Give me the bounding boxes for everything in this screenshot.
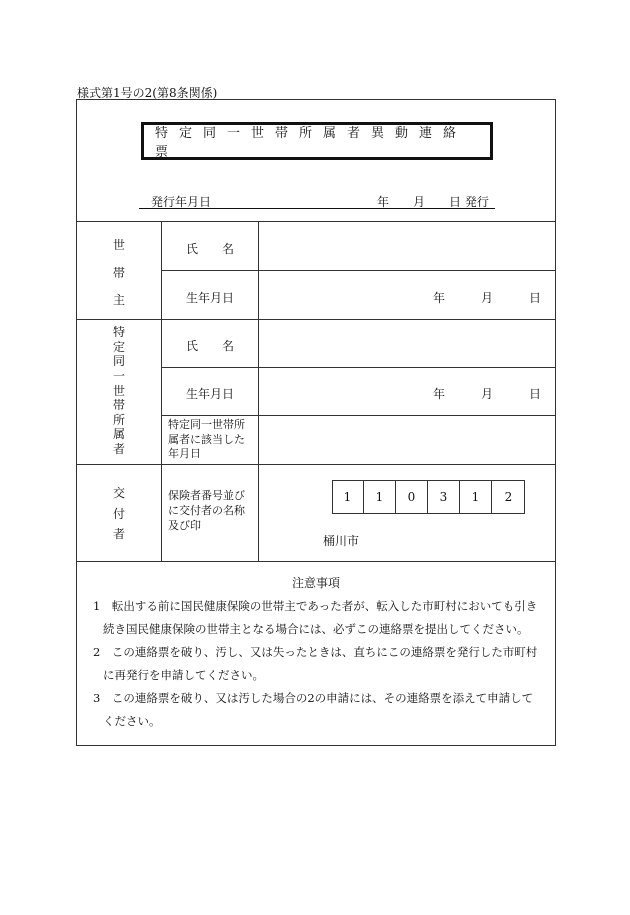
insurer-digit-5: 1 <box>460 480 492 514</box>
member-name-label: 氏 名 <box>186 339 235 353</box>
insurer-digit-1: 1 <box>332 480 364 514</box>
divider-householder <box>77 319 555 320</box>
insurer-digit-4: 3 <box>428 480 460 514</box>
divider-header <box>77 221 555 222</box>
member-section-label: 特 定 同 一 世 帯 所 属 者 <box>112 325 125 456</box>
issuer-city: 桶川市 <box>323 534 360 548</box>
householder-birth-month: 月 <box>481 291 494 305</box>
notes-heading: 注意事項 <box>291 576 340 590</box>
issue-year: 年 <box>377 195 390 209</box>
form-title: 特定同一世帯所属者異動連絡票 <box>141 122 493 160</box>
form-number: 様式第1号の2(第8条関係) <box>77 86 218 100</box>
issuer-section-label: 交 付 者 <box>112 486 125 541</box>
householder-birth-year: 年 <box>433 291 446 305</box>
insurer-digit-6: 2 <box>504 490 513 504</box>
householder-section-label: 世 帯 主 <box>112 238 125 307</box>
householder-name-label: 氏 名 <box>186 242 235 256</box>
member-birth-year: 年 <box>433 387 446 401</box>
divider-issuer <box>77 561 555 562</box>
divider-householder-mid <box>161 270 555 271</box>
column-divider-1 <box>161 221 162 561</box>
note-item-3: 3 この連絡票を破り、又は汚した場合の2の申請には、その連絡票を添えて申請して ください。 <box>93 691 534 728</box>
issuer-label: 保険者番号並び に交付者の名称 及び印 <box>168 489 245 532</box>
member-birth-label: 生年月日 <box>186 387 235 401</box>
divider-member <box>77 464 555 465</box>
householder-birth-day: 日 <box>529 291 542 305</box>
member-qualify-date-label: 特定同一世帯所 属者に該当した 年月日 <box>168 418 245 460</box>
form-sheet <box>76 99 556 746</box>
householder-birth-label: 生年月日 <box>186 291 235 305</box>
divider-member-1 <box>161 367 555 368</box>
insurer-digit-3: 0 <box>396 480 428 514</box>
issue-day-issued: 日 発行 <box>449 195 489 209</box>
issue-month: 月 <box>413 195 426 209</box>
note-item-1: 1 転出する前に国民健康保険の世帯主であった者が、転入した市町村においても引き 続き国民健康保険の世帯主となる場合には、必ずこの連絡票を提出してください。 <box>93 599 538 636</box>
divider-member-2 <box>161 415 555 416</box>
note-item-2: 2 この連絡票を破り、汚し、又は失ったときは、直ちにこの連絡票を発行した市町村 に再発行を申請してください。 <box>93 645 538 682</box>
column-divider-2 <box>258 221 259 561</box>
member-birth-month: 月 <box>481 387 494 401</box>
member-birth-day: 日 <box>529 387 542 401</box>
issue-date-label: 発行年月日 <box>151 195 212 209</box>
insurer-digit-2: 1 <box>364 480 396 514</box>
